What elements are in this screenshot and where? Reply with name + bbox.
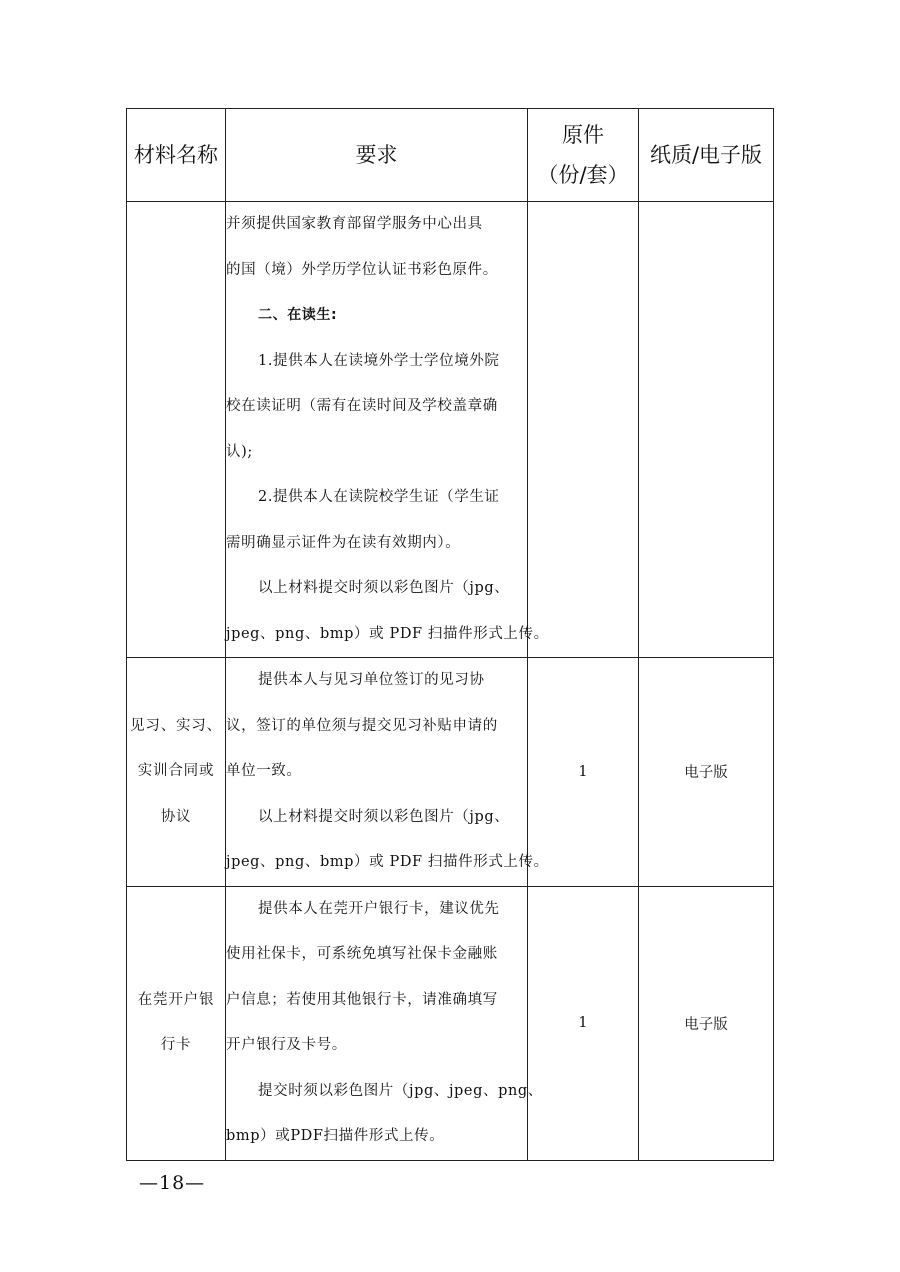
material-name-line: 行卡 <box>160 1037 192 1053</box>
material-name-line: 在莞开户银 <box>137 991 215 1008</box>
requirement-line: 以上材料提交时须以彩色图片（jpg、 <box>258 580 510 596</box>
requirement-line: 1.提供本人在读境外学士学位境外院 <box>258 352 500 369</box>
table-row <box>127 658 774 887</box>
original-count-cell <box>528 202 639 658</box>
header-requirement: 要求 <box>226 109 528 202</box>
requirement-line: 议，签订的单位须与提交见习补贴申请的 <box>226 717 498 734</box>
table-header-row <box>127 109 774 202</box>
requirement-cell <box>226 886 543 1160</box>
header-original-copies <box>528 109 639 202</box>
format-cell <box>639 202 774 658</box>
format-cell: 电子版 <box>639 658 774 887</box>
material-name-line: 实训合同或 <box>137 763 215 779</box>
requirement-line: 户信息；若使用其他银行卡，请准确填写 <box>226 991 498 1008</box>
requirement-line: 的国（境）外学历学位认证书彩色原件。 <box>226 261 498 278</box>
requirement-line: 以上材料提交时须以彩色图片（jpg、 <box>258 808 510 825</box>
page-number: —18— <box>139 1172 206 1194</box>
original-count-cell: 1 <box>528 886 639 1160</box>
requirement-line: 并须提供国家教育部留学服务中心出具 <box>226 216 483 232</box>
material-name-line: 见习、实习、 <box>130 717 222 734</box>
materials-table <box>126 108 774 1161</box>
material-name-cell <box>127 658 226 887</box>
requirement-line: 二、在读生: <box>258 307 338 323</box>
requirement-line: 提交时须以彩色图片（jpg、jpeg、png、 <box>258 1082 543 1099</box>
header-original-line1: 原件 <box>562 123 604 147</box>
requirement-line: 提供本人与见习单位签订的见习协 <box>258 672 485 688</box>
header-material-name: 材料名称 <box>127 109 226 202</box>
requirement-line: jpeg、png、bmp）或 PDF 扫描件形式上传。 <box>226 625 549 642</box>
requirement-line: 校在读证明（需有在读时间及学校盖章确 <box>226 398 498 414</box>
requirement-line: 使用社保卡，可系统免填写社保卡金融账 <box>226 946 498 962</box>
requirement-cell <box>226 658 549 887</box>
material-name-line: 协议 <box>160 808 192 825</box>
table-row <box>127 886 774 1160</box>
requirement-line: 需明确显示证件为在读有效期内）。 <box>226 534 461 551</box>
requirement-line: bmp）或PDF扫描件形式上传。 <box>226 1128 445 1144</box>
format-cell: 电子版 <box>639 886 774 1160</box>
requirement-line: jpeg、png、bmp）或 PDF 扫描件形式上传。 <box>226 854 549 870</box>
material-name-cell <box>127 886 226 1160</box>
requirement-line: 提供本人在莞开户银行卡，建议优先 <box>258 900 500 917</box>
requirement-line: 开户银行及卡号。 <box>226 1037 347 1053</box>
requirement-line: 2.提供本人在读院校学生证（学生证 <box>258 489 500 505</box>
requirement-line: 认); <box>226 443 253 460</box>
table-row <box>127 202 774 658</box>
requirement-line: 单位一致。 <box>226 763 302 779</box>
header-original-line2: （份/套） <box>537 163 629 187</box>
material-name-cell <box>127 202 226 658</box>
header-format: 纸质/电子版 <box>639 109 774 202</box>
original-count-cell: 1 <box>528 658 639 887</box>
requirement-cell <box>226 202 549 658</box>
